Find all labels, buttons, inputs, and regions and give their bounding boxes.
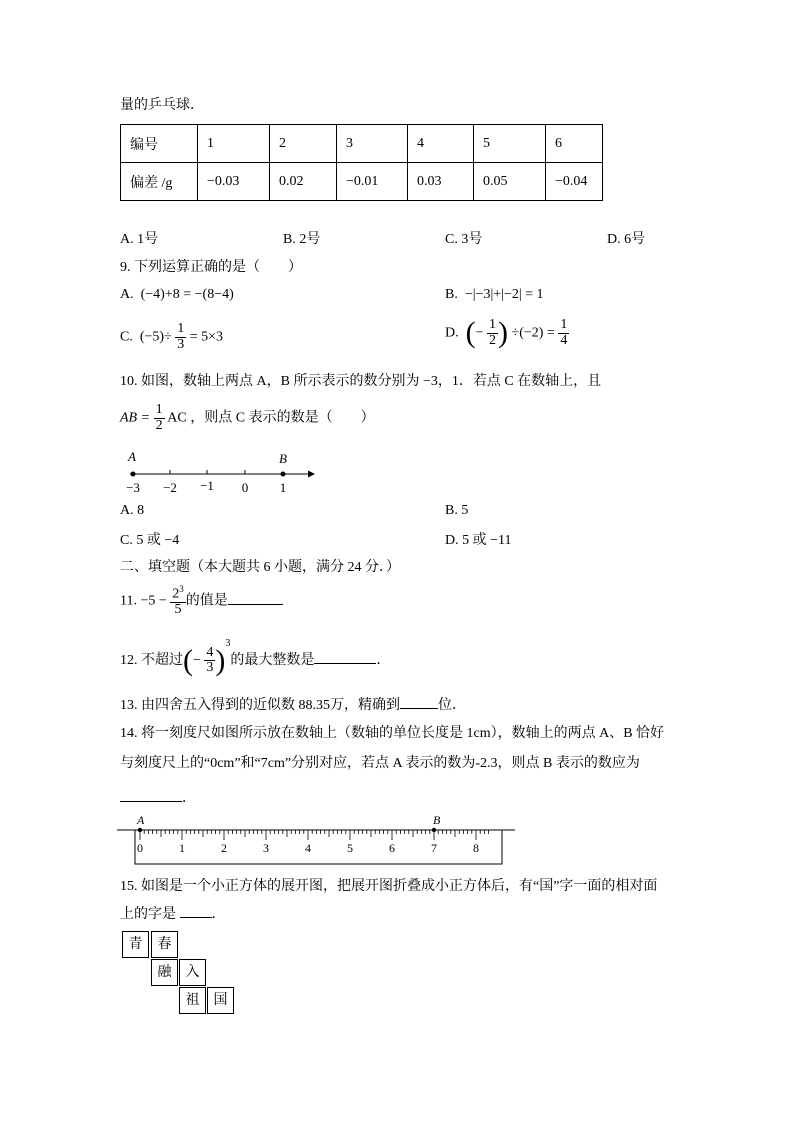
q10-stem-line1: 10. 如图，数轴上两点 A，B 所示表示的数分别为 −3，1．若点 C 在数轴上，且 bbox=[120, 374, 602, 389]
cube-face: 入 bbox=[179, 959, 206, 986]
table-cell: −0.01 bbox=[337, 163, 408, 201]
section-heading: 二、填空题（本大题共 6 小题，满分 24 分．） bbox=[120, 560, 400, 575]
math-expression: = 5×3 bbox=[189, 329, 224, 345]
point-b-label: B bbox=[433, 813, 441, 827]
fraction: $\frac{1}{4}$ bbox=[560, 317, 568, 348]
ruler-label: 1 bbox=[179, 841, 185, 855]
table-cell: 1 bbox=[198, 125, 270, 163]
table-cell: 4 bbox=[408, 125, 474, 163]
table-cell: 编号 bbox=[121, 125, 198, 163]
point-b-dot bbox=[432, 828, 436, 832]
point-b-label: B bbox=[279, 451, 287, 466]
table-cell: 0.03 bbox=[408, 163, 474, 201]
answer-blank[interactable] bbox=[120, 789, 182, 802]
q9-option-d: D. (− $\frac{1}{2}$ ) ÷(−2) = $\frac{1}{4}$ bbox=[445, 316, 568, 350]
ruler-label: 6 bbox=[389, 841, 395, 855]
ruler-label: 3 bbox=[263, 841, 269, 855]
intro-line: 量的乒乓球． bbox=[120, 98, 204, 113]
axis-label: −3 bbox=[126, 480, 140, 495]
q10-stem-line2: AB = $\frac{1}{2}$ AC ，则点 C 表示的数是（ ） bbox=[120, 402, 375, 433]
ruler-label: 2 bbox=[221, 841, 227, 855]
axis-label: 1 bbox=[279, 480, 287, 495]
q8-option-c: C. 3号 bbox=[445, 232, 483, 247]
table-cell: 6 bbox=[546, 125, 603, 163]
q14-line2: 与刻度尺上的“0cm”和“7cm”分别对应，若点 A 表示的数为-2.3，则点 B 表示的数应为 bbox=[120, 756, 640, 771]
q14-line1: 14. 将一刻度尺如图所示放在数轴上（数轴的单位长度是 1cm），数轴上的两点 A、B 恰好 bbox=[120, 726, 665, 741]
point-a-dot bbox=[131, 472, 136, 477]
table-row bbox=[121, 163, 603, 201]
q10-option-c: C. 5 或 −4 bbox=[120, 533, 180, 548]
option-label: C. bbox=[120, 329, 133, 345]
axis-label: 0 bbox=[241, 480, 249, 495]
math-expression: (−5)÷ bbox=[139, 329, 172, 345]
q14-line3: ． bbox=[120, 787, 196, 807]
q8-option-b: B. 2号 bbox=[283, 232, 321, 247]
table-cell: −0.03 bbox=[198, 163, 270, 201]
table-cell: −0.04 bbox=[546, 163, 603, 201]
cube-face: 祖 bbox=[179, 987, 206, 1014]
option-label: D. bbox=[445, 325, 459, 341]
table-cell: 2 bbox=[270, 125, 337, 163]
table-cell: 0.05 bbox=[474, 163, 546, 201]
answer-blank[interactable] bbox=[314, 651, 376, 664]
fraction: $\frac{1}{2}$ bbox=[155, 402, 163, 433]
point-a-label: A bbox=[137, 813, 145, 827]
table-cell: 偏差 /g bbox=[121, 163, 198, 201]
q9-stem: 9. 下列运算正确的是（ ） bbox=[120, 260, 302, 275]
ruler-diagram bbox=[115, 812, 520, 867]
ruler-label: 0 bbox=[137, 841, 143, 855]
q9-option-b bbox=[445, 287, 544, 303]
number-line-diagram bbox=[115, 448, 320, 500]
cube-face: 青 bbox=[122, 931, 149, 958]
math-expression: −|−3|+|−2| = 1 bbox=[464, 287, 544, 302]
option-label: A. bbox=[120, 287, 134, 302]
math-expression: (−4)+8 = −(8−4) bbox=[140, 287, 234, 302]
cube-face: 融 bbox=[151, 959, 178, 986]
cube-face: 春 bbox=[151, 931, 178, 958]
answer-blank[interactable] bbox=[400, 696, 438, 709]
ruler-label: 7 bbox=[431, 841, 437, 855]
q10-option-b: B. 5 bbox=[445, 503, 469, 518]
q15-line2: 上的字是 ． bbox=[120, 907, 226, 922]
ruler-label: 8 bbox=[473, 841, 479, 855]
fraction: $\frac{2^3}{5}$ bbox=[172, 584, 184, 618]
ruler-body bbox=[135, 830, 502, 864]
q15-line1: 15. 如图是一个小正方体的展开图，把展开图折叠成小正方体后，有“国”字一面的相对面 bbox=[120, 879, 658, 894]
fraction: $\frac{1}{3}$ bbox=[177, 321, 185, 352]
point-b-dot bbox=[281, 472, 286, 477]
q9-option-a bbox=[120, 287, 234, 303]
answer-blank[interactable] bbox=[180, 905, 212, 918]
q9-option-c bbox=[120, 322, 223, 352]
math-expression: ÷(−2) = bbox=[511, 325, 555, 341]
q8-option-a: A. 1号 bbox=[120, 232, 159, 247]
q12: 12. 不超过(− $\frac{4}{3}$ )$^3$的最大整数是 ． bbox=[120, 638, 391, 677]
q13: 13. 由四舍五入得到的近似数 88.35万，精确到 位． bbox=[120, 698, 466, 713]
answer-blank[interactable] bbox=[228, 592, 283, 605]
point-a-label: A bbox=[128, 449, 136, 464]
table-cell: 3 bbox=[337, 125, 408, 163]
ruler-label: 5 bbox=[347, 841, 353, 855]
fraction: $\frac{1}{2}$ bbox=[489, 317, 497, 348]
table-row bbox=[121, 125, 603, 163]
cube-face: 国 bbox=[207, 987, 234, 1014]
ruler-label: 4 bbox=[305, 841, 311, 855]
fraction: $\frac{4}{3}$ bbox=[206, 644, 214, 676]
table-cell: 0.02 bbox=[270, 163, 337, 201]
deviation-table bbox=[120, 124, 603, 201]
q10-option-d: D. 5 或 −11 bbox=[445, 533, 512, 548]
q8-option-d: D. 6号 bbox=[607, 232, 646, 247]
q10-option-a: A. 8 bbox=[120, 503, 145, 518]
point-a-dot bbox=[138, 828, 142, 832]
axis-label: −2 bbox=[163, 480, 177, 495]
table-cell: 5 bbox=[474, 125, 546, 163]
axis-label: −1 bbox=[200, 478, 214, 493]
q11: 11. −5 − $\frac{2^3}{5}$ 的值是 bbox=[120, 585, 283, 618]
option-label: B. bbox=[445, 287, 458, 302]
